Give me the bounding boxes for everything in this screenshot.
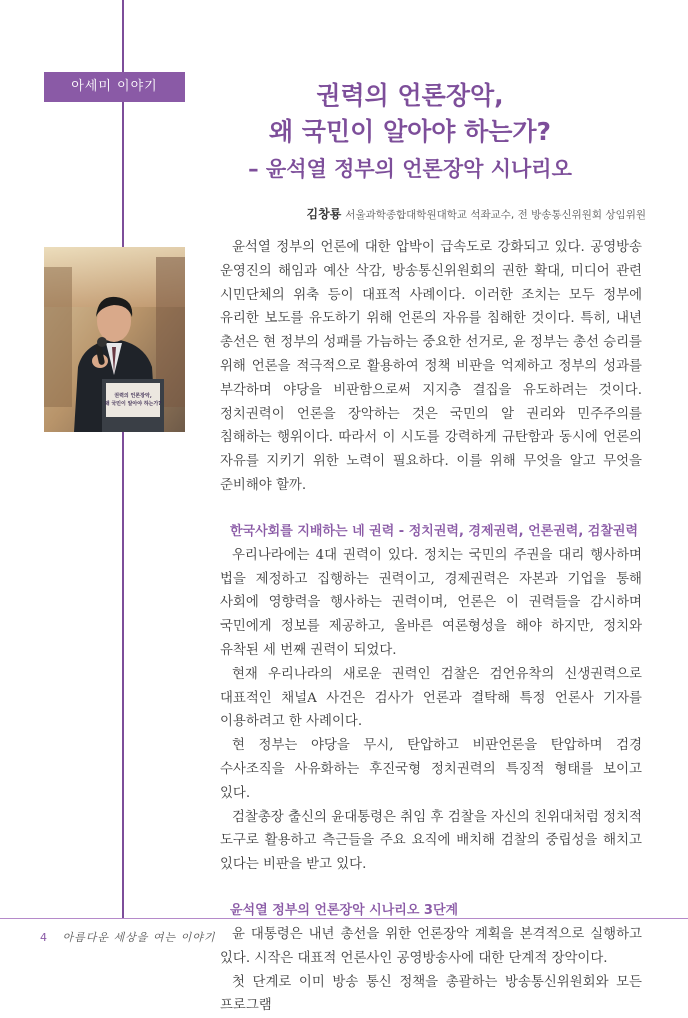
paragraph-intro: 윤석열 정부의 언론에 대한 압박이 급속도로 강화되고 있다. 공영방송 운영진의 해임과 예산 삭감, 방송통신위원회의 권한 확대, 미디어 관련 시민단체의 위축 등이 대표적 사례이다. 이러한 조치는 모두 정부에 유리한 보도를 유도하기 위해 언론의 자유를 침해한 것이다. 특히, 내년 총선은 현 정부의 성패를 가늠하는 중요한 선거로, 윤 정부는 총선 승리를 위해 언론을 적극적으로 활용하여 정책 비판을 억제하고 정부의 성과를 부각하며 야당을 비판함으로써 지지층 결집을 유도하려는 것이다. 정치권력이 언론을 장악하는 것은 국민의 알 권리와 민주주의를 침해하는 행위이다. 따라서 이 시도를 강력하게 규탄함과 동시에 언론의 자유를 지키기 위한 노력이 필요하다. 이를 위해 무엇을 알고 무엇을 준비해야 할까. (220, 240, 642, 493)
speaker-photo (44, 247, 185, 432)
paragraph: 첫 단계로 이미 방송 통신 정책을 총괄하는 방송통신위원회와 모든 프로그램 (220, 974, 642, 1014)
magazine-name: 아름다운 세상을 여는 이야기 (62, 931, 216, 944)
paragraph: 현재 우리나라의 새로운 권력인 검찰은 검언유착의 신생권력으로 대표적인 채널A 사건은 검사가 언론과 결탁해 특정 언론사 기자를 이용하려고 한 사례이다. (220, 666, 642, 730)
page-footer (40, 929, 216, 945)
podium-text-2: 왜 국민이 알아야 하는가? (104, 401, 162, 407)
author-affiliation: 서울과학종합대학원대학교 석좌교수, 전 방송통신위원회 상임위원 (345, 209, 646, 221)
paragraph: 현 정부는 야당을 무시, 탄압하고 비판언론을 탄압하며 검경 수사조직을 사유화하는 후진국형 정치권력의 특징적 형태를 보이고 있다. (220, 738, 642, 801)
author-name: 김창룡 (306, 207, 342, 221)
page-number: 4 (40, 931, 47, 944)
section-heading-2: 윤석열 정부의 언론장악 시나리오 3단계 (230, 902, 459, 918)
paragraph: 우리나라에는 4대 권력이 있다. 정치는 국민의 주권을 대리 행사하며 법을 제정하고 집행하는 권력이고, 경제권력은 자본과 기업을 통해 사회에 영향력을 행사하는 권력이며, 언론은 이 권력들을 감시하며 국민에게 정보를 제공하고, 올바른 여론형성을 해야 하지만, 정치와 유착된 세 번째 권력이 되었다. (220, 547, 642, 658)
podium-text-1: 권력의 언론장악, (114, 393, 152, 399)
vertical-rule (122, 0, 124, 918)
title-line-2: 왜 국민이 알아야 하는가? (268, 117, 552, 146)
paragraph: 윤 대통령은 내년 총선을 위한 언론장악 계획을 본격적으로 실행하고 있다. 시작은 대표적 언론사인 공영방송사에 대한 단계적 장악이다. (220, 926, 642, 966)
article-body (220, 236, 642, 1018)
section-heading-1: 한국사회를 지배하는 네 권력 - 정치권력, 경제권력, 언론권력, 검찰권력 (230, 523, 639, 539)
paragraph: 검찰총장 출신의 윤대통령은 취임 후 검찰을 자신의 친위대처럼 정치적 도구로 활용하고 측근들을 주요 요직에 배치해 검찰의 중립성을 해치고 있다는 비판을 받고 있다. (220, 809, 642, 873)
article-title (150, 78, 670, 186)
title-line-1: 권력의 언론장악, (316, 81, 504, 110)
author-byline (307, 205, 646, 222)
section-tag: 아세미 이야기 (44, 72, 185, 102)
title-subtitle: – 윤석열 정부의 언론장악 시나리오 (248, 157, 572, 181)
